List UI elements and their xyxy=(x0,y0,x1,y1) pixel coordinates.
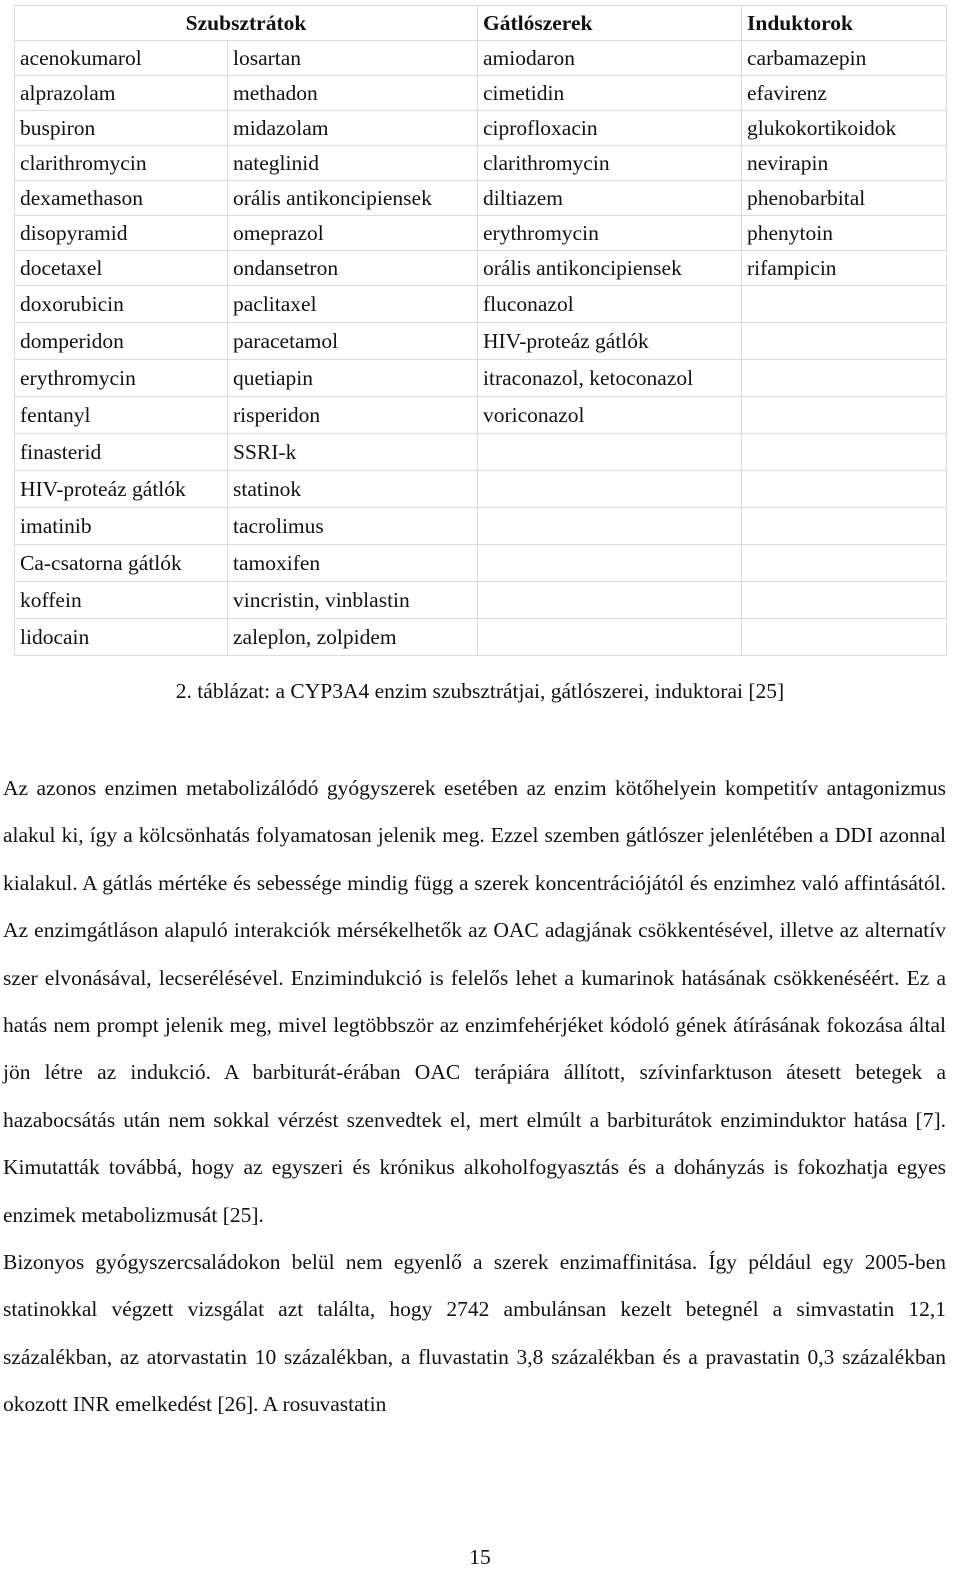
table-cell: erythromycin xyxy=(15,360,228,397)
table-cell: vincristin, vinblastin xyxy=(228,582,478,619)
table-row xyxy=(15,545,947,582)
table-cell: ondansetron xyxy=(228,251,478,286)
table-cell xyxy=(742,434,947,471)
table-cell: zaleplon, zolpidem xyxy=(228,619,478,656)
table-cell xyxy=(742,545,947,582)
table-cell: glukokortikoidok xyxy=(742,111,947,146)
table-row xyxy=(15,619,947,656)
cyp3a4-table xyxy=(14,5,947,656)
table-cell xyxy=(478,582,742,619)
table-row xyxy=(15,76,947,111)
table-cell: fentanyl xyxy=(15,397,228,434)
table-cell: Ca-csatorna gátlók xyxy=(15,545,228,582)
table-cell xyxy=(742,397,947,434)
table-cell: clarithromycin xyxy=(15,146,228,181)
table-row xyxy=(15,434,947,471)
table-cell: nevirapin xyxy=(742,146,947,181)
table-cell: risperidon xyxy=(228,397,478,434)
table-cell xyxy=(742,619,947,656)
table-cell xyxy=(742,508,947,545)
table-cell: ciprofloxacin xyxy=(478,111,742,146)
table-cell: imatinib xyxy=(15,508,228,545)
table-cell: diltiazem xyxy=(478,181,742,216)
table-cell: HIV-proteáz gátlók xyxy=(478,323,742,360)
table-header-row xyxy=(15,6,947,41)
table-cell xyxy=(478,508,742,545)
table-cell: orális antikoncipiensek xyxy=(478,251,742,286)
table-row xyxy=(15,41,947,76)
table-cell: phenytoin xyxy=(742,216,947,251)
table-cell: voriconazol xyxy=(478,397,742,434)
table-row xyxy=(15,181,947,216)
table-row xyxy=(15,216,947,251)
table-cell: phenobarbital xyxy=(742,181,947,216)
table-cell: alprazolam xyxy=(15,76,228,111)
table-caption: 2. táblázat: a CYP3A4 enzim szubsztrátjai, gátlószerei, induktorai [25] xyxy=(175,679,785,703)
table-cell xyxy=(742,286,947,323)
table-cell: cimetidin xyxy=(478,76,742,111)
table-cell xyxy=(478,434,742,471)
table-row xyxy=(15,286,947,323)
table-cell: losartan xyxy=(228,41,478,76)
table-cell: acenokumarol xyxy=(15,41,228,76)
header-inhibitors: Gátlószerek xyxy=(478,6,742,41)
table-cell: docetaxel xyxy=(15,251,228,286)
table-cell: clarithromycin xyxy=(478,146,742,181)
table-cell: orális antikoncipiensek xyxy=(228,181,478,216)
table-cell: HIV-proteáz gátlók xyxy=(15,471,228,508)
table-cell: finasterid xyxy=(15,434,228,471)
table-cell: buspiron xyxy=(15,111,228,146)
table-cell: koffein xyxy=(15,582,228,619)
table-cell: lidocain xyxy=(15,619,228,656)
table-cell: itraconazol, ketoconazol xyxy=(478,360,742,397)
page-number: 15 xyxy=(469,1545,491,1569)
table-row xyxy=(15,471,947,508)
paragraph: Az azonos enzimen metabolizálódó gyógyszerek esetében az enzim kötőhelyein kompetitív antagonizmus alakul ki, így a kölcsönhatás folyamatosan jelenik meg. Ezzel szemben gátlószer jelenlétében a DDI azonnal kialakul. A gátlás mértéke és sebessége mindig függ a szerek koncentrációjától és enzimhez való affintásától. Az enzimgátláson alapuló interakciók mérsékelhetők az OAC adagjának csökkentésével, illetve az alternatív szer elvonásával, lecserélésével. Enzimindukció is felelős lehet a kumarinok hatásának csökkenéséért. Ez a hatás nem prompt jelenik meg, mivel legtöbbször az enzimfehérjéket kódoló gének átírásának fokozása által jön létre az indukció. A barbiturát-érában OAC terápiára állított, szívinfarktuson átesett betegek a hazabocsátás után nem sokkal vérzést szenvedtek el, mert elmúlt a barbiturátok enziminduktor hatása [7]. Kimutatták továbbá, hogy az egyszeri és krónikus alkoholfogyasztás és a dohányzás is fokozhatja egyes enzimek metabolizmusát [25]. xyxy=(3,776,946,1227)
table-cell: disopyramid xyxy=(15,216,228,251)
table-cell: domperidon xyxy=(15,323,228,360)
table-cell: SSRI-k xyxy=(228,434,478,471)
table-cell: midazolam xyxy=(228,111,478,146)
table-cell: carbamazepin xyxy=(742,41,947,76)
header-substrates: Szubsztrátok xyxy=(15,6,478,41)
table-cell: methadon xyxy=(228,76,478,111)
body-text xyxy=(3,765,946,1429)
table-row xyxy=(15,323,947,360)
table-body xyxy=(15,41,947,656)
table-row xyxy=(15,111,947,146)
table-cell xyxy=(742,323,947,360)
header-inducers: Induktorok xyxy=(742,6,947,41)
table-row xyxy=(15,397,947,434)
table-cell: erythromycin xyxy=(478,216,742,251)
table-cell xyxy=(478,619,742,656)
table-cell xyxy=(742,471,947,508)
table-cell: nateglinid xyxy=(228,146,478,181)
table-cell: doxorubicin xyxy=(15,286,228,323)
table-row xyxy=(15,251,947,286)
table-row xyxy=(15,582,947,619)
table-cell: amiodaron xyxy=(478,41,742,76)
table-cell xyxy=(478,471,742,508)
table-cell: dexamethason xyxy=(15,181,228,216)
table-cell: rifampicin xyxy=(742,251,947,286)
table-cell: paclitaxel xyxy=(228,286,478,323)
table-row xyxy=(15,508,947,545)
table-cell: quetiapin xyxy=(228,360,478,397)
paragraph: Bizonyos gyógyszercsaládokon belül nem egyenlő a szerek enzimaffinitása. Így például egy 2005-ben statinokkal végzett vizsgálat azt találta, hogy 2742 ambulánsan kezelt betegnél a simvastatin 12,1 százalékban, az atorvastatin 10 százalékban, a fluvastatin 3,8 százalékban és a pravastatin 0,3 százalékban okozott INR emelkedést [26]. A rosuvastatin xyxy=(3,1250,946,1417)
table-row xyxy=(15,146,947,181)
table-cell: statinok xyxy=(228,471,478,508)
table-cell: paracetamol xyxy=(228,323,478,360)
table-cell: efavirenz xyxy=(742,76,947,111)
table-cell: fluconazol xyxy=(478,286,742,323)
table-cell xyxy=(742,582,947,619)
table-cell xyxy=(478,545,742,582)
table-cell: tacrolimus xyxy=(228,508,478,545)
table-cell: omeprazol xyxy=(228,216,478,251)
table-cell xyxy=(742,360,947,397)
table-row xyxy=(15,360,947,397)
table-cell: tamoxifen xyxy=(228,545,478,582)
